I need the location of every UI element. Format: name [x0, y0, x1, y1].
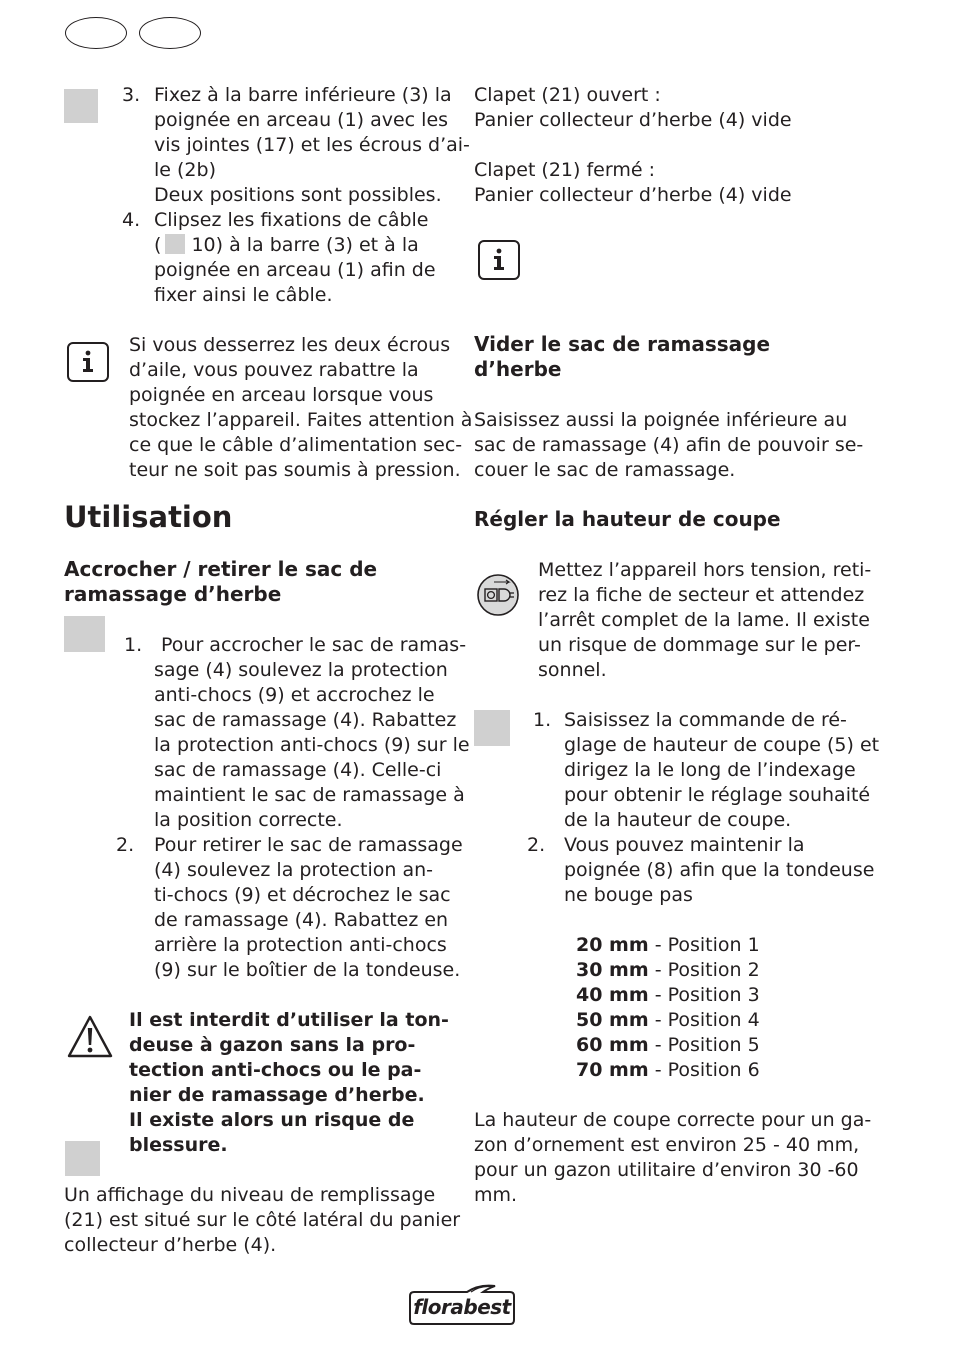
warning-line: Il existe alors un risque de — [129, 1109, 415, 1131]
list-text-line: arrière la protection anti-chocs — [154, 934, 447, 956]
list-text-line: sac de ramassage (4). Rabattez — [154, 709, 457, 731]
position-row — [576, 1008, 760, 1033]
heading-line: d’herbe — [474, 357, 562, 381]
note-line: Si vous desserrez les deux écrous — [129, 334, 451, 356]
position-row — [576, 933, 760, 958]
list-text-line: Pour accrocher le sac de ramas- — [161, 634, 467, 656]
list-text-line: ti-chocs (9) et décrochez le sac — [154, 884, 451, 906]
position-mm: 70 mm — [576, 1059, 649, 1081]
section-heading-utilisation: Utilisation — [64, 500, 233, 534]
paragraph-line: un risque de dommage sur le per- — [538, 634, 861, 656]
paragraph-line: couer le sac de ramassage. — [474, 459, 736, 481]
step-text: 10) à la barre (3) et à la — [185, 234, 419, 256]
list-text-line: maintient le sac de ramassage à — [154, 784, 465, 806]
warning-line: blessure. — [129, 1134, 228, 1156]
warning-text — [129, 1008, 449, 1158]
step-text-line: fixer ainsi le câble. — [154, 284, 333, 306]
note-line: d’aile, vous pouvez rabattre la — [129, 359, 419, 381]
paragraph-line: Panier collecteur d’herbe (4) vide — [474, 184, 792, 206]
step-text-line: poignée en arceau (1) avec les — [154, 109, 449, 131]
list-text-line: la position correcte. — [154, 809, 343, 831]
paragraph-line: Clapet (21) ouvert : — [474, 84, 661, 106]
paragraph-line: Panier collecteur d’herbe (4) vide — [474, 109, 792, 131]
fill-level-text — [64, 1183, 460, 1258]
height-positions-list — [576, 933, 760, 1083]
paragraph-line: Clapet (21) fermé : — [474, 159, 655, 181]
figure-placeholder — [65, 1141, 100, 1176]
flap-open-text — [474, 83, 792, 133]
figure-placeholder — [474, 710, 510, 746]
warning-line: deuse à gazon sans la pro- — [129, 1034, 416, 1056]
position-mm: 50 mm — [576, 1009, 649, 1031]
paragraph-line: sac de ramassage (4) afin de pouvoir se- — [474, 434, 864, 456]
paragraph-line: Un affichage du niveau de remplissage — [64, 1184, 436, 1206]
paragraph-line: collecteur d’herbe (4). — [64, 1234, 277, 1256]
language-oval-right — [139, 17, 201, 49]
unplug-icon — [476, 573, 520, 617]
empty-bag-text — [474, 408, 863, 483]
step-text-line: Deux positions sont possibles. — [154, 184, 442, 206]
step-text-line: Fixez à la barre inférieure (3) la — [154, 84, 452, 106]
step-text-line-with-figure — [154, 233, 436, 258]
paragraph-line: mm. — [474, 1184, 518, 1206]
paragraph-line: (21) est situé sur le côté latéral du panier — [64, 1209, 461, 1231]
warning-line: tection anti-chocs ou le pa- — [129, 1059, 422, 1081]
unplug-warning-text — [538, 558, 871, 683]
flap-closed-text — [474, 158, 792, 208]
step-text-line: poignée (8) afin que la tondeuse — [564, 859, 875, 881]
list-text-line: (9) sur le boîtier de la tondeuse. — [154, 959, 461, 981]
note-line: poignée en arceau lorsque vous — [129, 384, 434, 406]
step-text-line: dirigez la le long de l’indexage — [564, 759, 856, 781]
paragraph-line: sonnel. — [538, 659, 607, 681]
step-text-line: glage de hauteur de coupe (5) et — [564, 734, 880, 756]
paren-open: ( — [154, 234, 162, 256]
info-icon — [67, 342, 109, 382]
heading-line: Accrocher / retirer le sac de — [64, 557, 378, 581]
note-line: ce que le câble d’alimentation sec- — [129, 434, 463, 456]
cutting-height-recommendation — [474, 1108, 871, 1208]
position-mm: 40 mm — [576, 984, 649, 1006]
step-number: 2. — [527, 834, 546, 856]
position-label: - Position 1 — [648, 934, 760, 956]
florabest-logo — [407, 1282, 517, 1326]
paragraph-line: l’arrêt complet de la lame. Il existe — [538, 609, 870, 631]
position-row — [576, 1033, 760, 1058]
position-mm: 30 mm — [576, 959, 649, 981]
language-oval-left — [65, 17, 127, 49]
list-text-line: sac de ramassage (4). Celle-ci — [154, 759, 442, 781]
step-number: 4. — [122, 209, 141, 231]
subheading-attach-bag — [64, 557, 377, 607]
paragraph-line: La hauteur de coupe correcte pour un ga- — [474, 1109, 872, 1131]
paragraph-line: rez la fiche de secteur et attendez — [538, 584, 865, 606]
position-label: - Position 5 — [648, 1034, 760, 1056]
step-number: 3. — [122, 84, 141, 106]
position-label: - Position 3 — [648, 984, 760, 1006]
list-number: 1. — [124, 634, 143, 656]
list-number: 2. — [116, 834, 135, 856]
list-text-line: la protection anti-chocs (9) sur le — [154, 734, 470, 756]
list-text-line: sage (4) soulevez la protection — [154, 659, 448, 681]
step-text-line: Clipsez les fixations de câble — [154, 209, 429, 231]
step-text-line: pour obtenir le réglage souhaité — [564, 784, 871, 806]
step-number: 1. — [533, 709, 552, 731]
storage-note — [129, 333, 472, 483]
figure-placeholder — [64, 89, 98, 123]
position-row — [576, 983, 760, 1008]
step-text-line: le (2b) — [154, 159, 216, 181]
paragraph-line: Saisissez aussi la poignée inférieure au — [474, 409, 848, 431]
step-text-line: Vous pouvez maintenir la — [564, 834, 805, 856]
heading-line: ramassage d’herbe — [64, 582, 282, 606]
position-mm: 60 mm — [576, 1034, 649, 1056]
heading-line: Vider le sac de ramassage — [474, 332, 771, 356]
paragraph-line: zon d’ornement est environ 25 - 40 mm, — [474, 1134, 860, 1156]
logo-text: florabest — [413, 1295, 511, 1319]
subheading-cutting-height: Régler la hauteur de coupe — [474, 507, 781, 531]
step-text-line: poignée en arceau (1) afin de — [154, 259, 436, 281]
figure-placeholder — [64, 616, 105, 652]
warning-line: Il est interdit d’utiliser la ton- — [129, 1009, 449, 1031]
step-text-line: ne bouge pas — [564, 884, 693, 906]
warning-icon — [66, 1014, 114, 1060]
step-text-line: de la hauteur de coupe. — [564, 809, 792, 831]
note-line: teur ne soit pas soumis à pression. — [129, 459, 461, 481]
list-text-line: anti-chocs (9) et accrochez le — [154, 684, 435, 706]
list-text-line: de ramassage (4). Rabattez en — [154, 909, 449, 931]
position-row — [576, 1058, 760, 1083]
position-mm: 20 mm — [576, 934, 649, 956]
step-text-line: vis jointes (17) et les écrous d’ai- — [154, 134, 470, 156]
paragraph-line: Mettez l’appareil hors tension, reti- — [538, 559, 872, 581]
warning-line: nier de ramassage d’herbe. — [129, 1084, 425, 1106]
note-line: stockez l’appareil. Faites attention à — [129, 409, 473, 431]
inline-figure-placeholder — [165, 234, 185, 254]
position-row — [576, 958, 760, 983]
step-text-line: Saisissez la commande de ré- — [564, 709, 847, 731]
position-label: - Position 6 — [648, 1059, 760, 1081]
list-text-line: (4) soulevez la protection an- — [154, 859, 434, 881]
position-label: - Position 4 — [648, 1009, 760, 1031]
paragraph-line: pour un gazon utilitaire d’environ 30 -60 — [474, 1159, 859, 1181]
subheading-empty-bag — [474, 332, 770, 382]
position-label: - Position 2 — [648, 959, 760, 981]
info-icon — [478, 240, 520, 280]
list-text-line: Pour retirer le sac de ramassage — [154, 834, 463, 856]
